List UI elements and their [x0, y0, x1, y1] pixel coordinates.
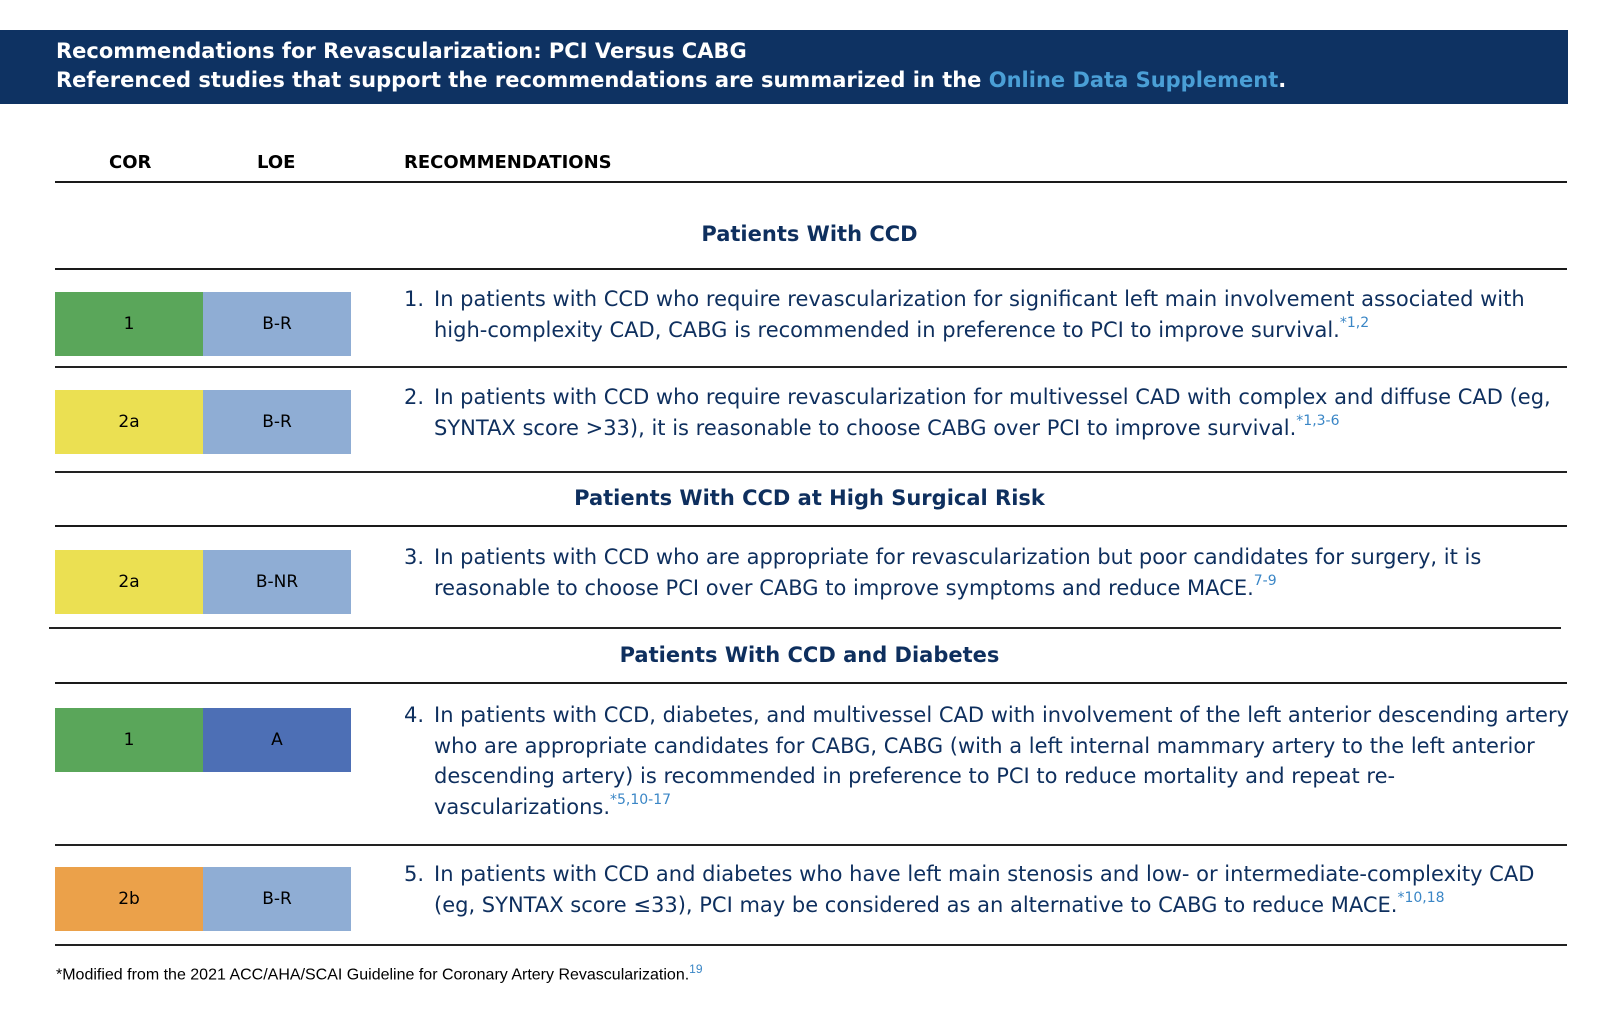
row-divider	[49, 627, 1561, 629]
section-heading-ccd: Patients With CCD	[701, 222, 918, 246]
banner-title: Recommendations for Revascularization: PCI Versus CABG	[56, 39, 747, 63]
recommendation-row-3	[404, 542, 1569, 603]
reference-superscript[interactable]: *1,3-6	[1296, 412, 1340, 429]
section-divider	[55, 682, 1567, 684]
section-divider	[55, 525, 1567, 527]
row-divider	[55, 844, 1567, 846]
cor-badge-row-5: 2b	[55, 867, 203, 931]
reference-superscript[interactable]: *10,18	[1397, 889, 1445, 906]
loe-badge-row-2: B-R	[203, 390, 351, 454]
column-header-recommendations: RECOMMENDATIONS	[404, 152, 612, 173]
loe-badge-row-5: B-R	[203, 867, 351, 931]
recommendation-number: 1.	[404, 287, 425, 311]
recommendation-text: In patients with CCD, diabetes, and multivessel CAD with involvement of the left anterior descending artery who are appropriate candidates for CABG, CABG (with a left internal mammary artery to the left anterior descending artery) is recommended in preference to PCI to reduce mortality and repeat re-vascularizations.	[434, 703, 1570, 819]
section-heading-high-surgical-risk: Patients With CCD at High Surgical Risk	[574, 486, 1045, 510]
reference-superscript[interactable]: *5,10-17	[610, 791, 672, 808]
row-divider	[55, 471, 1567, 473]
column-header-loe: LOE	[257, 152, 296, 173]
loe-badge-row-3: B-NR	[203, 550, 351, 614]
recommendation-number: 3.	[404, 545, 425, 569]
row-divider	[55, 366, 1567, 368]
footnote	[56, 962, 703, 984]
recommendation-text: In patients with CCD who require revascularization for multivessel CAD with complex and diffuse CAD (eg, SYNTAX score >33), it is reasonable to choose CABG over PCI to improve survival.	[434, 385, 1551, 440]
online-data-supplement-link[interactable]: Online Data Supplement	[988, 68, 1279, 92]
footnote-text: *Modified from the 2021 ACC/AHA/SCAI Guideline for Coronary Artery Revascularization.	[56, 966, 690, 984]
recommendation-text: In patients with CCD and diabetes who have left main stenosis and low- or intermediate-complexity CAD (eg, SYNTAX score ≤33), PCI may be considered as an alternative to CABG to reduce MACE.	[434, 862, 1535, 917]
header-divider	[55, 181, 1567, 183]
cor-badge-row-1: 1	[55, 292, 203, 356]
header-banner	[0, 30, 1568, 104]
recommendation-text: In patients with CCD who are appropriate for revascularization but poor candidates for surgery, it is reasonable to choose PCI over CABG to improve symptoms and reduce MACE.	[434, 545, 1482, 600]
recommendation-row-2	[404, 382, 1569, 443]
recommendation-row-1	[404, 284, 1569, 345]
recommendation-number: 4.	[404, 703, 425, 727]
table-bottom-border	[55, 944, 1567, 946]
banner-subtitle-prefix: Referenced studies that support the recommendations are summarized in the	[56, 68, 989, 92]
reference-superscript[interactable]: *1,2	[1339, 314, 1370, 331]
recommendation-row-5	[404, 859, 1569, 920]
cor-badge-row-2: 2a	[55, 390, 203, 454]
recommendation-number: 2.	[404, 385, 425, 409]
loe-badge-row-4: A	[203, 708, 351, 772]
section-divider	[55, 268, 1567, 270]
banner-subtitle-suffix: .	[1278, 68, 1287, 92]
cor-badge-row-3: 2a	[55, 550, 203, 614]
section-heading-diabetes: Patients With CCD and Diabetes	[619, 643, 1000, 667]
loe-badge-row-1: B-R	[203, 292, 351, 356]
banner-subtitle	[56, 66, 1568, 95]
cor-badge-row-4: 1	[55, 708, 203, 772]
footnote-reference[interactable]: 19	[689, 962, 703, 976]
recommendation-text: In patients with CCD who require revascularization for significant left main involvement associated with high-complexity CAD, CABG is recommended in preference to PCI to improve survival.	[434, 287, 1525, 342]
reference-superscript[interactable]: 7-9	[1253, 572, 1277, 589]
recommendation-row-4	[404, 700, 1569, 822]
column-header-cor: COR	[109, 152, 152, 173]
recommendation-number: 5.	[404, 862, 425, 886]
